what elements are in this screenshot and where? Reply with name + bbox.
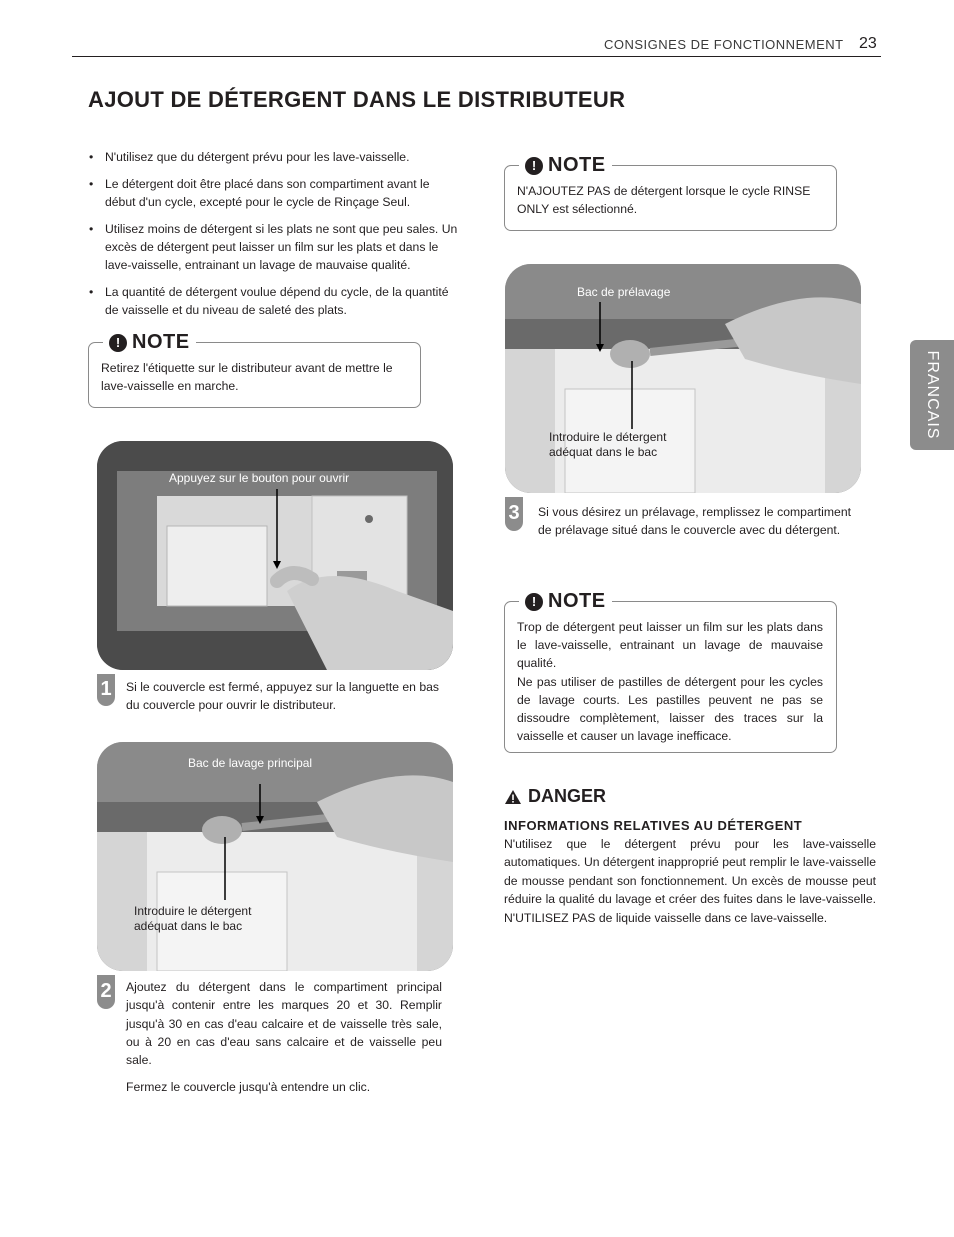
note-text: Ne pas utiliser de pastilles de détergent pour les cycles de lavage courts. Les pastilles peuvent ne pas se dissoudre complètement, laisser des traces sur la vaisselle et causer un lavage inefficace. [517,675,823,743]
note-title: NOTE [132,331,190,353]
photo-open-dispenser [97,441,453,670]
language-tab [910,340,954,450]
note-title: NOTE [548,154,606,176]
note-header [519,590,612,613]
step-text: Ajoutez du détergent dans le compartiment principal jusqu'à contenir entre les marques 20 et 30. Remplir jusqu'à 30 en cas d'eau calcaire et de vaisselle très sale, ou à 20 en cas d'eau sans calcaire et de vaisselle peu sale. [126,980,442,1068]
step-number: 2 [97,975,115,1009]
photo-callout: Appuyez sur le bouton pour ouvrir [169,471,350,485]
bullet-item: • La quantité de détergent voulue dépend du cycle, de la quantité de vaisselle et du niveau de saleté des plats. [89,283,463,319]
page-title: AJOUT DE DÉTERGENT DANS LE DISTRIBUTEUR [88,87,626,112]
note-title: NOTE [548,590,606,612]
danger-subheading: INFORMATIONS RELATIVES AU DÉTERGENT [504,818,803,833]
danger-text: N'utilisez que le détergent prévu pour les lave-vaisselle automatiques. Un détergent inapproprié peut remplir le lave-vaisselle de mousse pendant son fonctionnement. Un excès de mousse peut réduire la qualité du lavage et créer des fuites dans le lave-vaisselle. N'UTILISEZ PAS de liquide vaisselle dans ce lave-vaisselle. [504,837,876,925]
step-number: 1 [97,674,115,706]
bullet-item: • Le détergent doit être placé dans son compartiment avant le début d'un cycle, excepté pour le cycle de Rinçage Seul. [89,175,463,211]
detergent-bullet-list [89,148,463,328]
photo-callout: Introduire le détergent adéquat dans le bac [549,430,667,459]
photo-callout: Bac de lavage principal [188,756,313,770]
warning-triangle-icon [504,789,522,805]
photo-main-wash [97,742,453,971]
note-box-rinse-only [504,154,837,231]
step-text: Fermez le couvercle jusqu'à entendre un clic. [126,1080,371,1094]
dispenser-illustration-2 [97,742,453,971]
danger-header [504,786,606,807]
note-text: Retirez l'étiquette sur le distributeur avant de mettre le lave-vaisselle en marche. [101,361,393,393]
step-number: 3 [505,497,523,531]
photo-callout: Introduire le détergent adéquat dans le bac [134,904,252,933]
note-box-excess-detergent [504,590,837,753]
note-header [519,154,612,177]
language-tab-label: FRANCAIS [924,350,941,440]
bullet-item: • N'utilisez que du détergent prévu pour les lave-vaisselle. [89,148,463,166]
note-box-label-removal [88,331,421,408]
note-header [103,331,196,354]
running-header: CONSIGNES DE FONCTIONNEMENT [604,37,844,52]
bullet-item: • Utilisez moins de détergent si les plats ne sont que peu sales. Un excès de détergent peut laisser un film sur les plats et dans le lave-vaisselle, entrainant un lavage de mauvaise qualité. [89,220,463,274]
exclamation-icon: ! [525,157,543,175]
exclamation-icon: ! [525,593,543,611]
note-text: Trop de détergent peut laisser un film sur les plats dans le lave-vaisselle, entrainant un lavage de mauvaise qualité. [517,620,823,670]
photo-callout: Bac de prélavage [577,285,671,299]
photo-prewash [505,264,861,493]
note-text: N'AJOUTEZ PAS de détergent lorsque le cycle RINSE ONLY est sélectionné. [517,184,811,216]
exclamation-icon: ! [109,334,127,352]
danger-title: DANGER [528,786,607,806]
step-text: Si vous désirez un prélavage, remplissez le compartiment de prélavage situé dans le couvercle avec du détergent. [538,505,851,538]
header-rule [72,56,881,57]
page-number: 23 [859,35,877,52]
step-text: Si le couvercle est fermé, appuyez sur la languette en bas du couvercle pour ouvrir le distributeur. [126,680,439,713]
